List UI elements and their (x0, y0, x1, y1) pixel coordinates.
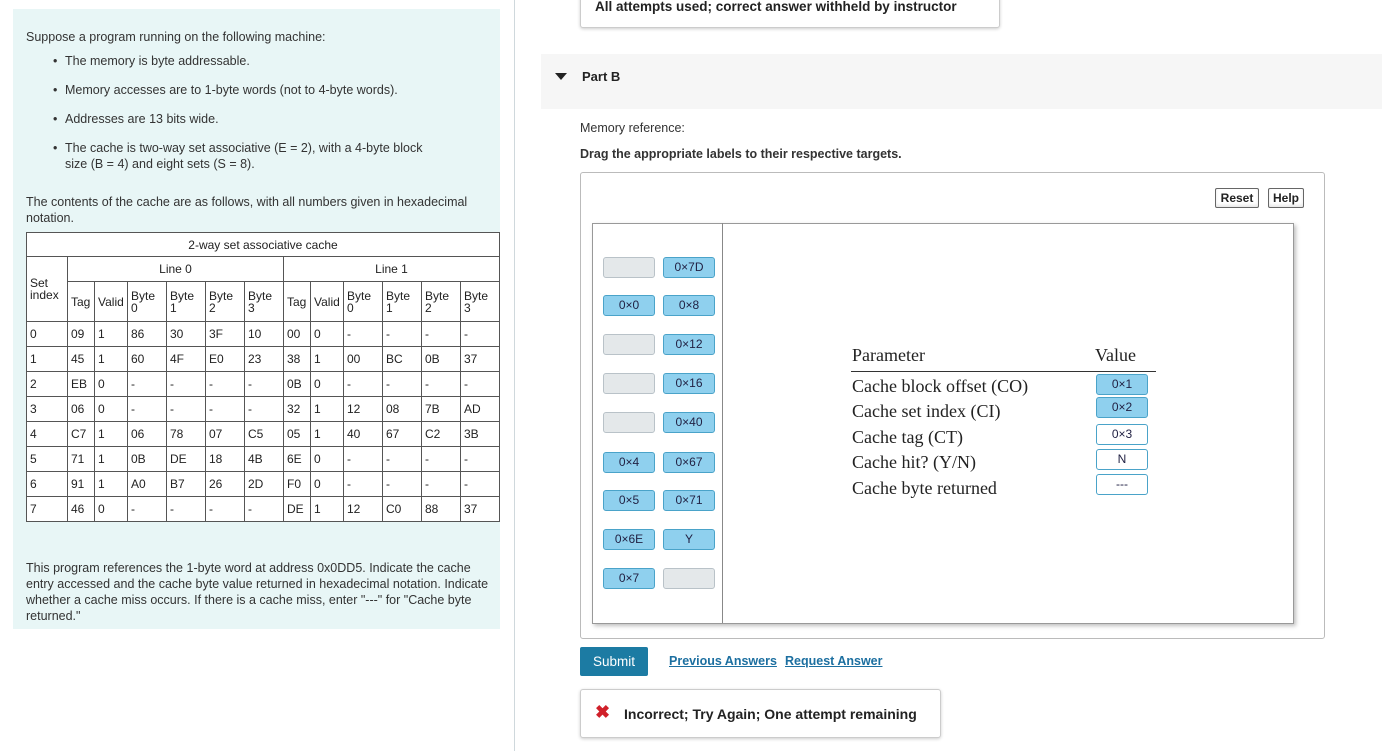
help-button[interactable]: Help (1268, 188, 1304, 208)
cache-cell: 67 (383, 422, 422, 447)
cache-cell: 05 (284, 422, 311, 447)
column-header: Byte 1 (167, 282, 206, 322)
cache-cell: C2 (422, 422, 461, 447)
cache-cell: 88 (422, 497, 461, 522)
cache-cell: 60 (128, 347, 167, 372)
cache-cell: - (383, 447, 422, 472)
cache-row (27, 497, 500, 522)
cache-cell: 6E (284, 447, 311, 472)
cache-cell: 2D (245, 472, 284, 497)
cache-cell: 78 (167, 422, 206, 447)
reference-text: This program references the 1-byte word at address 0x0DD5. Indicate the cache entry accessed and the cache byte value returned in hexadecimal notation. Indicate whether a cache miss occurs. If there is a cache miss, enter "---" for "Cache byte returned." (26, 561, 489, 623)
problem-panel (13, 9, 500, 629)
cache-cell: - (206, 397, 245, 422)
cache-cell: 86 (128, 322, 167, 347)
cache-cell: 45 (68, 347, 95, 372)
result-feedback (580, 689, 941, 738)
column-header: Valid (311, 282, 344, 322)
part-b-header[interactable] (541, 54, 1382, 109)
cache-cell: 5 (27, 447, 68, 472)
cache-cell: 6 (27, 472, 68, 497)
cache-cell: 1 (311, 422, 344, 447)
column-header: Byte 1 (383, 282, 422, 322)
cache-cell: 32 (284, 397, 311, 422)
cache-cell: E0 (206, 347, 245, 372)
value-drop-target[interactable]: 0×2 (1096, 397, 1148, 418)
draggable-label[interactable]: 0×5 (603, 490, 655, 511)
value-drop-target[interactable]: N (1096, 449, 1148, 470)
memory-reference-label: Memory reference: (580, 121, 685, 135)
cache-cell: - (344, 372, 383, 397)
cache-cell: 1 (311, 347, 344, 372)
empty-label-slot (603, 334, 655, 355)
cache-cell: - (206, 372, 245, 397)
request-answer-link[interactable]: Request Answer (785, 654, 883, 668)
line0-header: Line 0 (68, 257, 284, 282)
cache-cell: - (128, 397, 167, 422)
cache-cell: 37 (461, 347, 500, 372)
cache-cell: 07 (206, 422, 245, 447)
cache-cell: 0B (422, 347, 461, 372)
spec-item: • Addresses are 13 bits wide. (53, 111, 473, 140)
draggable-label[interactable]: 0×7D (663, 257, 715, 278)
cache-cell: - (245, 397, 284, 422)
empty-label-slot (603, 412, 655, 433)
cache-cell: 0B (128, 447, 167, 472)
cache-cell: 0 (311, 372, 344, 397)
value-drop-target[interactable]: --- (1096, 474, 1148, 495)
cache-cell: 26 (206, 472, 245, 497)
column-header: Byte 3 (245, 282, 284, 322)
cache-row (27, 372, 500, 397)
cache-cell: - (422, 447, 461, 472)
cache-cell: C0 (383, 497, 422, 522)
cache-cell: 1 (311, 497, 344, 522)
column-header: Byte 2 (206, 282, 245, 322)
collapse-triangle-icon[interactable] (555, 73, 567, 80)
result-text: Incorrect; Try Again; One attempt remaining (624, 706, 917, 722)
cache-cell: 2 (27, 372, 68, 397)
draggable-label[interactable]: 0×40 (663, 412, 715, 433)
column-header: Valid (95, 282, 128, 322)
draggable-label[interactable]: 0×67 (663, 452, 715, 473)
cache-cell: 0 (95, 372, 128, 397)
value-drop-target[interactable]: 0×1 (1096, 374, 1148, 395)
draggable-label[interactable]: 0×7 (603, 568, 655, 589)
draggable-label[interactable]: 0×0 (603, 295, 655, 316)
cache-cell: DE (167, 447, 206, 472)
draggable-label[interactable]: 0×16 (663, 373, 715, 394)
cache-cell: 06 (68, 397, 95, 422)
cache-cell: - (167, 397, 206, 422)
cache-cell: 7B (422, 397, 461, 422)
column-header: Tag (68, 282, 95, 322)
cache-cell: C7 (68, 422, 95, 447)
cache-cell: - (128, 497, 167, 522)
cache-cell: 1 (95, 422, 128, 447)
cache-cell: 4B (245, 447, 284, 472)
reset-button[interactable]: Reset (1215, 188, 1259, 208)
parameter-name: Cache set index (CI) (852, 401, 1001, 421)
cache-cell: 0 (311, 447, 344, 472)
cache-row (27, 422, 500, 447)
cache-cell: 1 (95, 322, 128, 347)
column-header: Tag (284, 282, 311, 322)
value-header: Value (1095, 345, 1136, 365)
cache-cell: 7 (27, 497, 68, 522)
machine-spec-list (53, 53, 473, 172)
line1-header: Line 1 (284, 257, 500, 282)
cache-cell: - (461, 472, 500, 497)
spec-item: • The memory is byte addressable. (53, 53, 473, 82)
empty-label-slot (663, 568, 715, 589)
cache-cell: 3B (461, 422, 500, 447)
cache-cell: - (245, 497, 284, 522)
problem-intro: Suppose a program running on the following machine: (26, 30, 326, 44)
cache-cell: 30 (167, 322, 206, 347)
cache-cell: 3F (206, 322, 245, 347)
cache-cell: 00 (344, 347, 383, 372)
cache-cell: 40 (344, 422, 383, 447)
cache-cell: 71 (68, 447, 95, 472)
column-header: Byte 2 (422, 282, 461, 322)
cache-cell: - (128, 372, 167, 397)
cache-cell: C5 (245, 422, 284, 447)
parameter-name: Cache tag (CT) (852, 427, 963, 447)
cache-cell: 37 (461, 497, 500, 522)
cache-cell: 1 (95, 447, 128, 472)
spec-item: • Memory accesses are to 1-byte words (not to 4-byte words). (53, 82, 473, 111)
cache-cell: DE (284, 497, 311, 522)
cache-cell: 3 (27, 397, 68, 422)
cache-cell: - (383, 322, 422, 347)
draggable-label[interactable]: 0×8 (663, 295, 715, 316)
column-header: Byte 3 (461, 282, 500, 322)
cache-cell: - (206, 497, 245, 522)
parameter-name: Cache hit? (Y/N) (852, 452, 976, 472)
cache-cell: - (383, 472, 422, 497)
cache-cell: EB (68, 372, 95, 397)
set-index-header: Set index (27, 257, 68, 322)
value-drop-target[interactable]: 0×3 (1096, 424, 1148, 445)
cache-title: 2-way set associative cache (27, 233, 500, 257)
cache-cell: 0 (27, 322, 68, 347)
cache-cell: 91 (68, 472, 95, 497)
cache-cell: 00 (284, 322, 311, 347)
column-header-row (27, 282, 500, 322)
parameter-name: Cache block offset (CO) (852, 376, 1029, 396)
label-bank-divider (722, 223, 723, 623)
cache-cell: - (461, 372, 500, 397)
cache-cell: F0 (284, 472, 311, 497)
cache-cell: 0 (95, 497, 128, 522)
column-divider (514, 0, 515, 751)
cache-cell: - (167, 372, 206, 397)
close-icon: ✖ (595, 702, 611, 722)
cache-cell: 1 (95, 347, 128, 372)
cache-row (27, 347, 500, 372)
cache-cell: 0 (95, 397, 128, 422)
cache-cell: 4 (27, 422, 68, 447)
contents-text: The contents of the cache are as follows, with all numbers given in hexadecimal notation. (26, 195, 468, 225)
cache-cell: - (422, 322, 461, 347)
cache-cell: 23 (245, 347, 284, 372)
cache-cell: 12 (344, 497, 383, 522)
draggable-label[interactable]: 0×4 (603, 452, 655, 473)
cache-cell: 18 (206, 447, 245, 472)
cache-cell: 0 (311, 322, 344, 347)
cache-cell: - (422, 372, 461, 397)
cache-cell: BC (383, 347, 422, 372)
header-rule (851, 371, 1156, 372)
parameter-name: Cache byte returned (852, 478, 997, 498)
cache-cell: 09 (68, 322, 95, 347)
cache-cell: 0B (284, 372, 311, 397)
cache-cell: 4F (167, 347, 206, 372)
cache-cell: B7 (167, 472, 206, 497)
cache-cell: - (344, 472, 383, 497)
drag-instructions: Drag the appropriate labels to their respective targets. (580, 147, 902, 161)
cache-cell: AD (461, 397, 500, 422)
cache-cell: - (167, 497, 206, 522)
spec-item: • The cache is two-way set associative (E = 2), with a 4-byte block size (B = 4) and eight sets (S = 8). (53, 140, 445, 172)
cache-cell: 46 (68, 497, 95, 522)
cache-cell: 06 (128, 422, 167, 447)
cache-cell: - (344, 447, 383, 472)
cache-cell: 1 (95, 472, 128, 497)
cache-table (26, 232, 500, 522)
parameter-header: Parameter (852, 345, 925, 365)
cache-cell: 12 (344, 397, 383, 422)
cache-cell: 0 (311, 472, 344, 497)
empty-label-slot (603, 373, 655, 394)
draggable-label[interactable]: 0×12 (663, 334, 715, 355)
cache-cell: 10 (245, 322, 284, 347)
cache-row (27, 397, 500, 422)
cache-cell: A0 (128, 472, 167, 497)
cache-cell: - (461, 447, 500, 472)
previous-answers-link[interactable]: Previous Answers (669, 654, 777, 668)
cache-cell: 38 (284, 347, 311, 372)
cache-cell: 1 (311, 397, 344, 422)
attempts-banner (580, 0, 1000, 28)
cache-row (27, 472, 500, 497)
part-b-title: Part B (582, 69, 621, 84)
cache-row (27, 447, 500, 472)
draggable-label[interactable]: 0×71 (663, 490, 715, 511)
draggable-label[interactable]: 0×6E (603, 529, 655, 550)
cache-cell: - (245, 372, 284, 397)
column-header: Byte 0 (128, 282, 167, 322)
column-header: Byte 0 (344, 282, 383, 322)
cache-cell: - (383, 372, 422, 397)
empty-label-slot (603, 257, 655, 278)
attempts-banner-text: All attempts used; correct answer withheld by instructor (595, 0, 957, 14)
cache-cell: - (422, 472, 461, 497)
cache-cell: 1 (27, 347, 68, 372)
cache-cell: - (461, 322, 500, 347)
cache-cell: - (344, 322, 383, 347)
submit-button[interactable]: Submit (580, 647, 648, 676)
cache-cell: 08 (383, 397, 422, 422)
cache-row (27, 322, 500, 347)
draggable-label[interactable]: Y (663, 529, 715, 550)
